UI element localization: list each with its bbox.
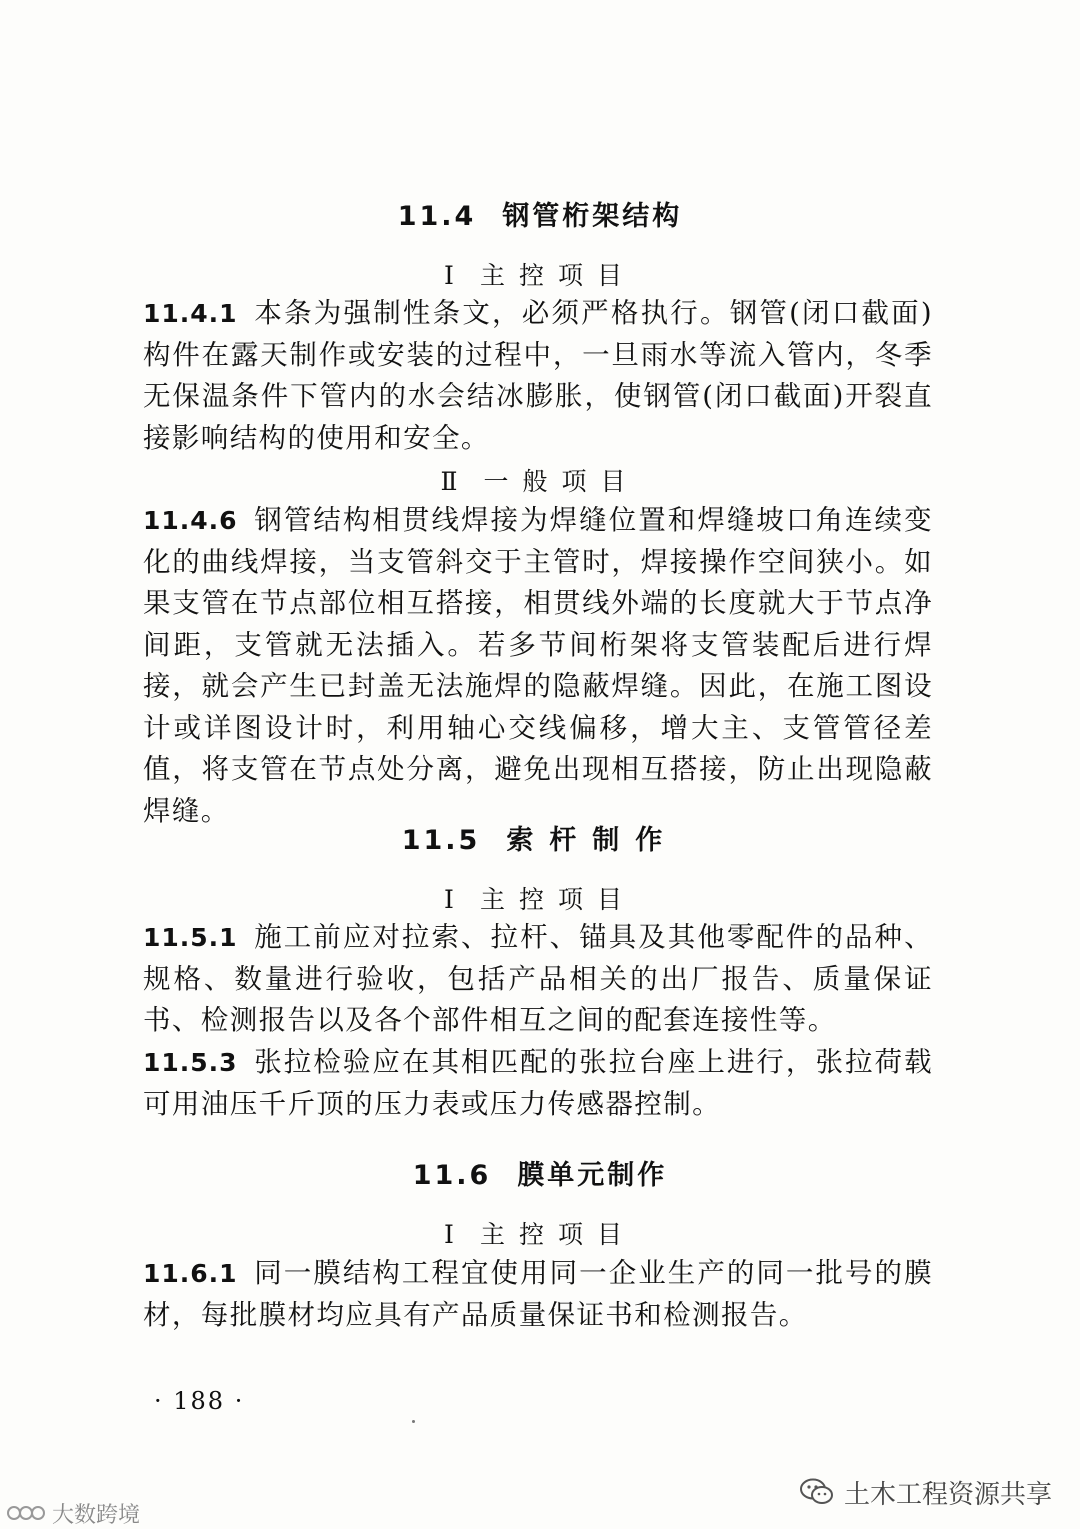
section-number: 11.4 bbox=[397, 201, 477, 232]
section-title-11-5 bbox=[0, 818, 1080, 857]
clause-number: 11.6.1 bbox=[143, 1259, 238, 1288]
logo-icon bbox=[6, 1503, 46, 1529]
roman-numeral: Ⅰ bbox=[444, 885, 454, 914]
scan-dot bbox=[412, 1420, 415, 1423]
watermark-text: 土木工程资源共享 bbox=[843, 1480, 1052, 1510]
clause-number: 11.4.1 bbox=[143, 299, 238, 328]
sub-heading-main-control bbox=[0, 880, 1080, 916]
watermark-right bbox=[800, 1474, 1052, 1513]
section-title-11-4 bbox=[0, 194, 1080, 233]
watermark-text: 大数跨境 bbox=[52, 1503, 141, 1528]
clause-text: 钢管结构相贯线焊接为焊缝位置和焊缝坡口角连续变化的曲线焊接，当支管斜交于主管时，焊接操作空间狭小。如果支管在节点部位相互搭接，相贯线外端的长度就大于节点净间距，支管就无法插入。若多节间桁架将支管装配后进行焊接，就会产生已封盖无法施焊的隐蔽焊缝。因此，在施工图设计或详图设计时，利用轴心交线偏移，增大主、支管管径差值，将支管在节点处分离，避免出现相互搭接，防止出现隐蔽焊缝。 bbox=[143, 504, 933, 827]
clause-11-4-6 bbox=[143, 500, 933, 832]
roman-numeral: Ⅰ bbox=[444, 1220, 454, 1249]
clause-number: 11.5.1 bbox=[143, 923, 238, 952]
sub-heading-general bbox=[0, 462, 1080, 498]
clause-11-5-1 bbox=[143, 917, 933, 1042]
clause-11-4-1 bbox=[143, 293, 933, 459]
section-name: 钢管桁架结构 bbox=[502, 201, 683, 232]
sub-heading-text: 主控项目 bbox=[479, 885, 636, 914]
clause-number: 11.4.6 bbox=[143, 506, 238, 535]
clause-text: 同一膜结构工程宜使用同一企业生产的同一批号的膜材，每批膜材均应具有产品质量保证书和检测报告。 bbox=[143, 1257, 933, 1331]
watermark-left bbox=[6, 1498, 140, 1529]
section-number: 11.5 bbox=[401, 825, 481, 856]
clause-11-6-1 bbox=[143, 1253, 933, 1336]
page-number: · 188 · bbox=[154, 1387, 245, 1415]
section-number: 11.6 bbox=[412, 1160, 492, 1191]
roman-numeral: Ⅰ bbox=[444, 261, 454, 290]
section-title-11-6 bbox=[0, 1153, 1080, 1192]
sub-heading-main-control bbox=[0, 1215, 1080, 1251]
sub-heading-text: 一般项目 bbox=[483, 467, 640, 496]
clause-11-5-3 bbox=[143, 1042, 933, 1125]
clause-text: 本条为强制性条文，必须严格执行。钢管(闭口截面)构件在露天制作或安装的过程中，一旦雨水等流入管内，冬季无保温条件下管内的水会结冰膨胀，使钢管(闭口截面)开裂直接影响结构的使用和安全。 bbox=[143, 297, 933, 454]
roman-numeral: Ⅱ bbox=[440, 467, 458, 496]
sub-heading-text: 主控项目 bbox=[479, 1220, 636, 1249]
section-name: 索杆制作 bbox=[506, 825, 679, 856]
clause-text: 施工前应对拉索、拉杆、锚具及其他零配件的品种、规格、数量进行验收，包括产品相关的出厂报告、质量保证书、检测报告以及各个部件相互之间的配套连接性等。 bbox=[143, 921, 933, 1036]
sub-heading-text: 主控项目 bbox=[479, 261, 636, 290]
wechat-icon bbox=[800, 1478, 834, 1513]
section-name: 膜单元制作 bbox=[517, 1160, 668, 1191]
clause-number: 11.5.3 bbox=[143, 1048, 238, 1077]
clause-text: 张拉检验应在其相匹配的张拉台座上进行，张拉荷载可用油压千斤顶的压力表或压力传感器控制。 bbox=[143, 1046, 933, 1120]
sub-heading-main-control bbox=[0, 256, 1080, 292]
